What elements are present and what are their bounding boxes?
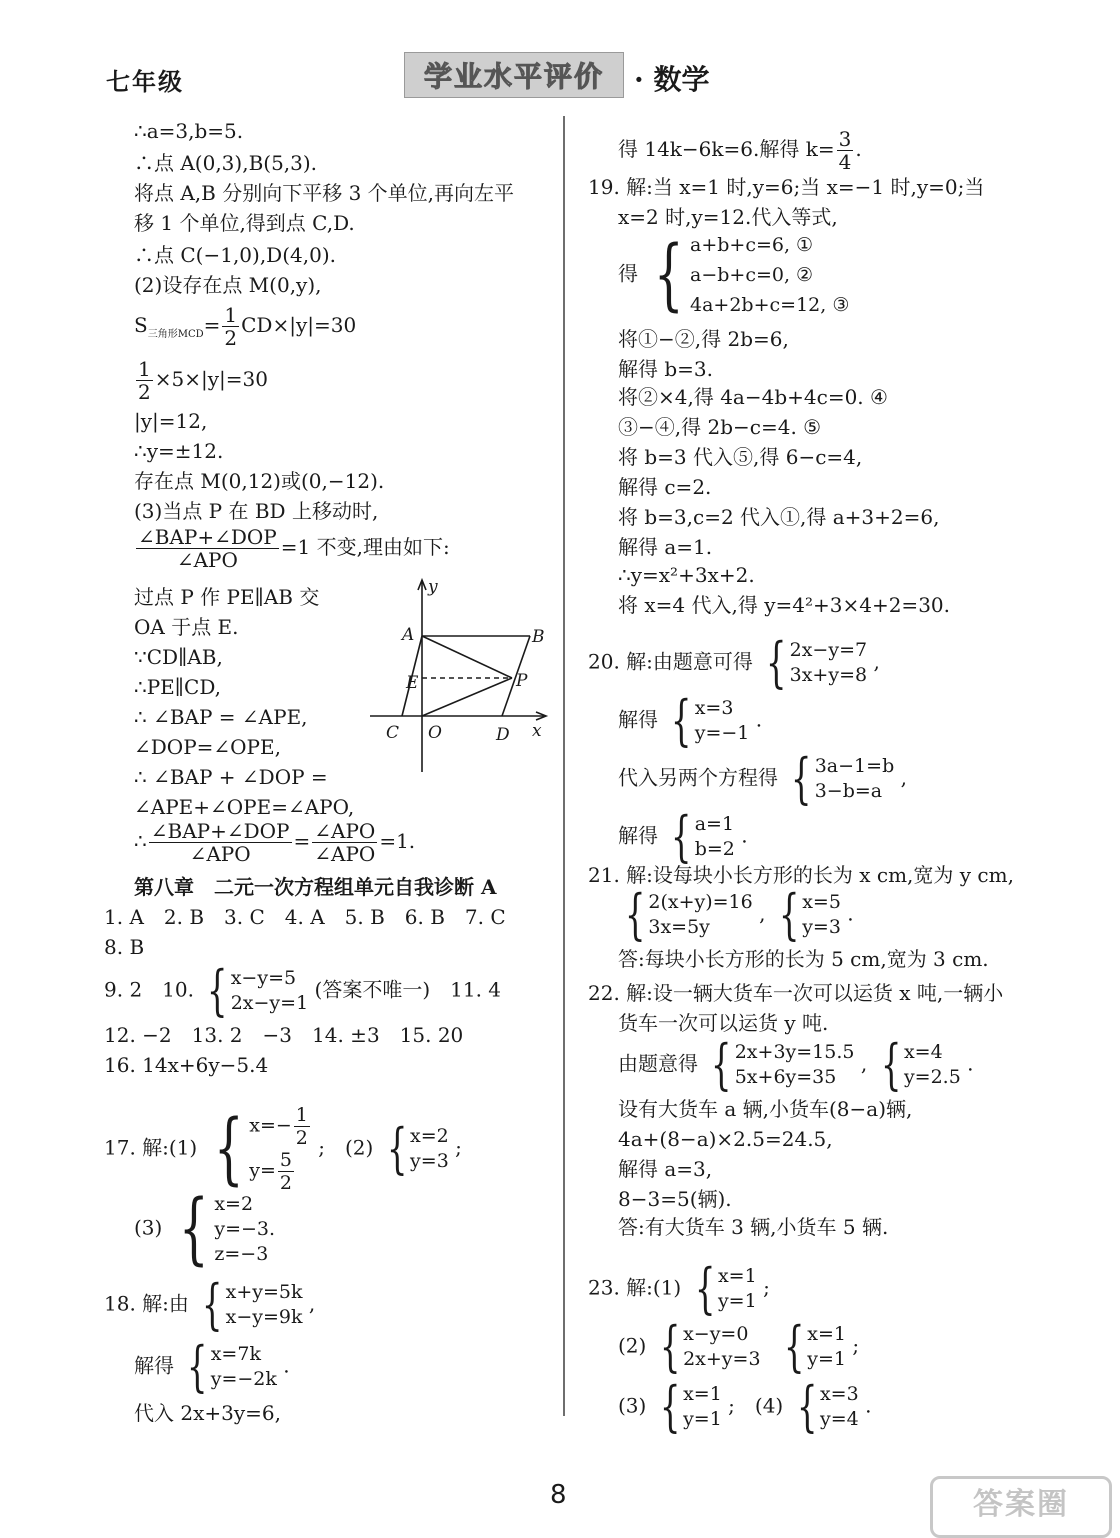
brace: { <box>694 1257 716 1320</box>
text-line: (3)当点 P 在 BD 上移动时, <box>134 499 379 523</box>
brace: { <box>659 1315 681 1378</box>
equation-system <box>200 959 309 1022</box>
text: . <box>283 1353 290 1378</box>
equation: x=7k <box>210 1343 261 1365</box>
brace: { <box>711 1033 732 1096</box>
equation: y=−3. <box>214 1217 276 1240</box>
q17-part3 <box>134 1184 276 1274</box>
equation: y=3 <box>410 1150 449 1172</box>
label-o: O <box>428 723 442 743</box>
equation-system <box>653 1315 761 1378</box>
header-grade: 七年级 <box>106 67 184 96</box>
text-line: 解得 b=3. <box>618 357 713 381</box>
area-equation-2 <box>134 358 268 403</box>
brace: { <box>178 1184 209 1274</box>
label-p: P <box>516 671 528 691</box>
equation: y=2.5 <box>903 1066 961 1088</box>
equation: x=2 <box>214 1192 254 1215</box>
equation: 3a−1=b <box>814 755 895 777</box>
equation: 2(x+y)=16 <box>648 891 753 913</box>
numerator: 1 <box>295 1104 308 1126</box>
equation: x=4 <box>903 1041 943 1063</box>
equation-system <box>759 631 868 694</box>
text: 17. 解:(1) <box>104 1135 198 1160</box>
column-divider <box>563 116 565 1416</box>
text: 由题意得 <box>618 1051 698 1076</box>
text-line: 解得 a=1. <box>618 535 713 559</box>
brace: { <box>783 1315 805 1378</box>
equation-system <box>204 1104 312 1194</box>
text-line: ∠DOP=∠OPE, <box>134 735 281 759</box>
numerator: ∠APO <box>314 819 376 843</box>
text-line: 21. 解:设每块小长方形的长为 x cm,宽为 y cm, <box>588 863 1014 887</box>
text-line: ∠APE+∠OPE=∠APO, <box>134 795 355 819</box>
denominator: ∠APO <box>176 548 238 572</box>
answers-row: 16. 14x+6y−5.4 <box>104 1053 269 1077</box>
fraction <box>294 1104 310 1149</box>
text: , <box>759 901 766 926</box>
numerator: 3 <box>838 127 852 151</box>
numerator: ∠BAP+∠DOP <box>138 525 277 549</box>
text: 得 <box>618 261 638 286</box>
equation: x=1 <box>717 1265 757 1287</box>
brace: { <box>187 1335 208 1398</box>
text-line: ∴a=3,b=5. <box>134 119 244 143</box>
text: ∴ <box>134 829 147 853</box>
equation: a=1 <box>694 813 735 835</box>
equation: 3x+y=8 <box>789 664 868 686</box>
q22-system <box>618 1033 974 1096</box>
denominator: ∠APO <box>314 842 376 866</box>
fraction <box>278 1149 294 1194</box>
text: . <box>847 901 854 926</box>
equation-system <box>704 1033 855 1096</box>
equation: y=−2k <box>210 1368 277 1390</box>
q20-substitute <box>618 747 907 810</box>
equation: y=3 <box>802 916 841 938</box>
text: 解得 <box>618 707 658 732</box>
text: ; <box>852 1333 860 1358</box>
text-line: 解得 c=2. <box>618 475 712 499</box>
equation: x=5 <box>802 891 841 913</box>
label-d: D <box>496 725 510 745</box>
text-line: 22. 解:设一辆大货车一次可以运货 x 吨,一辆小 <box>588 981 1004 1005</box>
brace: { <box>671 689 692 752</box>
chapter-title: 第八章 二元一次方程组单元自我诊断 A <box>134 875 497 899</box>
equation: 3−b=a <box>814 780 883 802</box>
equation: x−y=5 <box>230 967 297 989</box>
equation: y=−1 <box>694 722 750 744</box>
answers-row: 8. B <box>104 935 145 959</box>
equation: x=1 <box>683 1383 722 1405</box>
equation: x−y=0 <box>683 1323 749 1345</box>
denominator: 2 <box>224 326 238 350</box>
brace: { <box>791 747 812 810</box>
equation: 2x+y=3 <box>683 1348 761 1370</box>
angle-ratio <box>134 526 450 571</box>
text: . <box>855 137 862 161</box>
k-solution <box>618 128 862 173</box>
text-line: 存在点 M(0,12)或(0,−12). <box>134 469 385 493</box>
equation-system <box>784 747 895 810</box>
text-line: OA 于点 E. <box>134 615 239 639</box>
text: 23. 解:(1) <box>588 1275 682 1300</box>
text-line: 4a+(8−a)×2.5=24.5, <box>618 1127 833 1151</box>
text-line: ∴点 C(−1,0),D(4,0). <box>134 243 336 267</box>
text-line: 将 b=3 代入⑤,得 6−c=4, <box>618 445 863 469</box>
text-line: 将点 A,B 分别向下平移 3 个单位,再向左平 <box>134 181 515 205</box>
equation: x=3 <box>819 1383 859 1405</box>
q20-result <box>618 805 748 868</box>
text-line: 解得 a=3, <box>618 1157 713 1181</box>
label-a: A <box>402 625 415 645</box>
text: , <box>900 765 907 790</box>
text: ; <box>455 1135 462 1160</box>
text-line: 答:有大货车 3 辆,小货车 5 辆. <box>618 1215 889 1239</box>
text-line: ∴y=x²+3x+2. <box>618 563 755 587</box>
text: 解得 <box>134 1353 174 1378</box>
header-subject: · 数学 <box>634 63 710 96</box>
text-line: 将 b=3,c=2 代入①,得 a+3+2=6, <box>618 505 940 529</box>
text-line: ③−④,得 2b−c=4. ⑤ <box>618 415 822 439</box>
equation: b=2 <box>694 838 735 860</box>
text-line: ∴ ∠BAP + ∠DOP = <box>134 765 328 789</box>
q19-system <box>618 230 849 320</box>
label-b: B <box>532 627 545 647</box>
equation-system <box>169 1184 276 1274</box>
equation <box>249 1104 312 1149</box>
equation: 2x−y=7 <box>789 639 868 661</box>
numerator: 5 <box>279 1149 292 1171</box>
text-line: 过点 P 作 PE∥AB 交 <box>134 585 320 609</box>
text: (3) <box>618 1393 647 1418</box>
equation: x=1 <box>807 1323 846 1345</box>
text-line: 代入 2x+3y=6, <box>134 1401 281 1425</box>
equation: y=1 <box>683 1408 722 1430</box>
denominator: 2 <box>295 1127 308 1149</box>
equation-system <box>380 1117 449 1180</box>
text-line: 将 x=4 代入,得 y=4²+3×4+2=30. <box>618 593 951 617</box>
equation: x=2 <box>410 1125 449 1147</box>
equation: y=1 <box>717 1290 757 1312</box>
equation: 2x−y=1 <box>230 992 309 1014</box>
q23-part1 <box>588 1257 770 1320</box>
equation-system <box>664 689 750 752</box>
text: ×5×|y|=30 <box>154 367 268 391</box>
text: (答案不唯一) 11. 4 <box>314 977 502 1002</box>
text: = <box>293 829 311 853</box>
brace: { <box>654 230 685 320</box>
denominator: ∠APO <box>189 842 251 866</box>
text: y= <box>249 1159 276 1182</box>
equation: x+y=5k <box>225 1281 303 1303</box>
q23-part3-4 <box>618 1375 872 1438</box>
brace: { <box>778 883 800 946</box>
text: ; (2) <box>318 1135 374 1160</box>
text-line: ∴ ∠BAP = ∠APE, <box>134 705 308 729</box>
brace: { <box>796 1375 818 1438</box>
text-line: x=2 时,y=12.代入等式, <box>618 205 838 229</box>
text: CD×|y|=30 <box>241 313 357 337</box>
label-c: C <box>386 723 400 743</box>
equation-system <box>777 1315 846 1378</box>
denominator: 2 <box>138 380 151 404</box>
text: (2) <box>618 1333 647 1358</box>
text-line: 将②×4,得 4a−4b+4c=0. ④ <box>618 385 888 409</box>
text-line: ∵CD∥AB, <box>134 645 223 669</box>
text: . <box>967 1051 974 1076</box>
text: (3) <box>134 1215 163 1240</box>
answers-row <box>104 959 502 1022</box>
denominator: 4 <box>838 150 852 174</box>
text-line: (2)设存在点 M(0,y), <box>134 273 322 297</box>
text: ; <box>763 1275 770 1300</box>
denominator: 2 <box>279 1172 292 1194</box>
text: . <box>755 707 763 732</box>
equation: 2x+3y=15.5 <box>734 1041 855 1063</box>
area-equation <box>134 304 356 349</box>
text: S <box>134 313 148 337</box>
label-y: y <box>428 577 438 597</box>
text-line: 将①−②,得 2b=6, <box>618 327 789 351</box>
numerator: ∠BAP+∠DOP <box>150 819 290 843</box>
text: 20. 解:由题意可得 <box>588 649 753 674</box>
text-line: ∴点 A(0,3),B(5,3). <box>134 151 318 175</box>
equation: 5x+6y=35 <box>734 1066 837 1088</box>
text-line: 8−3=5(辆). <box>618 1187 732 1211</box>
text-line: 移 1 个单位,得到点 C,D. <box>134 211 355 235</box>
equation-system <box>790 1375 859 1438</box>
brace: { <box>766 631 787 694</box>
equation-system <box>772 883 841 946</box>
label-e: E <box>406 673 419 693</box>
text: 代入另两个方程得 <box>618 765 778 790</box>
equation: y=4 <box>819 1408 859 1430</box>
brace: { <box>213 1104 244 1194</box>
equation-system <box>874 1033 961 1096</box>
text: =1. <box>379 829 416 853</box>
equation-system <box>644 230 849 320</box>
fraction <box>312 820 377 865</box>
text: , <box>873 649 880 674</box>
equation-system <box>180 1335 277 1398</box>
answers-row: 12. −2 13. 2 −3 14. ±3 15. 20 <box>104 1023 464 1047</box>
numerator: 1 <box>224 303 238 327</box>
text-line: 货车一次可以运货 y 吨. <box>618 1011 829 1035</box>
watermark-logo: 答案圈 <box>930 1476 1112 1538</box>
q21-system <box>618 883 854 946</box>
q18-solution <box>134 1335 290 1398</box>
header-series: 学业水平评价 <box>423 60 604 93</box>
label-x: x <box>532 721 542 741</box>
brace: { <box>202 1273 223 1336</box>
text-line: 19. 解:当 x=1 时,y=6;当 x=−1 时,y=0;当 <box>588 175 985 199</box>
equation <box>249 1149 312 1194</box>
answers-row: 1. A 2. B 3. C 4. A 5. B 6. B 7. C <box>104 905 506 929</box>
text: ; (4) <box>728 1393 784 1418</box>
brace: { <box>671 805 692 868</box>
equation: a−b+c=0, ② <box>690 264 814 286</box>
fraction <box>136 526 279 571</box>
brace: { <box>386 1117 408 1180</box>
q20-solution <box>618 689 763 752</box>
brace: { <box>624 883 646 946</box>
geometry-figure <box>366 576 556 776</box>
equation-system <box>653 1375 722 1438</box>
fraction <box>837 128 854 173</box>
equation: z=−3 <box>214 1242 269 1265</box>
text-line: ∴y=±12. <box>134 439 224 463</box>
brace: { <box>880 1033 902 1096</box>
subscript: 三角形MCD <box>147 329 204 340</box>
equation: 4a+2b+c=12, ③ <box>690 294 850 316</box>
text: = <box>203 313 221 337</box>
fraction <box>149 820 292 865</box>
segment-ap <box>422 636 512 678</box>
q18-given <box>104 1273 316 1336</box>
text: =1 不变,理由如下: <box>280 535 450 559</box>
fraction <box>136 358 153 403</box>
text: 解得 <box>618 823 658 848</box>
text: , <box>860 1051 868 1076</box>
text: . <box>741 823 748 848</box>
q17-part1 <box>104 1104 462 1194</box>
equation-system <box>664 805 735 868</box>
segment-op <box>422 678 512 716</box>
text: . <box>865 1393 872 1418</box>
equation: y=1 <box>807 1348 846 1370</box>
text: 18. 解:由 <box>104 1291 189 1316</box>
text: 9. 2 10. <box>104 977 194 1002</box>
equation: 3x=5y <box>648 916 710 938</box>
equation: x=3 <box>694 697 734 719</box>
brace: { <box>207 959 228 1022</box>
text-line: 设有大货车 a 辆,小货车(8−a)辆, <box>618 1097 913 1121</box>
text: 得 14k−6k=6.解得 k= <box>618 137 835 161</box>
numerator: 1 <box>138 357 151 381</box>
brace: { <box>659 1375 681 1438</box>
equation-system <box>618 883 753 946</box>
angle-conclusion <box>134 820 415 865</box>
equation-system <box>688 1257 757 1320</box>
text-line: ∴PE∥CD, <box>134 675 222 699</box>
text-line: |y|=12, <box>134 409 208 433</box>
equation: a+b+c=6, ① <box>690 234 814 256</box>
page-number: 8 <box>550 1480 567 1510</box>
equation-system <box>195 1273 303 1336</box>
header-series-box <box>404 52 624 98</box>
text: x=− <box>249 1114 292 1137</box>
q23-part2 <box>618 1315 860 1378</box>
equation: x−y=9k <box>225 1306 303 1328</box>
q20-given <box>588 631 880 694</box>
fraction <box>222 304 239 349</box>
text-line: 答:每块小长方形的长为 5 cm,宽为 3 cm. <box>618 947 989 971</box>
text: , <box>308 1291 316 1316</box>
